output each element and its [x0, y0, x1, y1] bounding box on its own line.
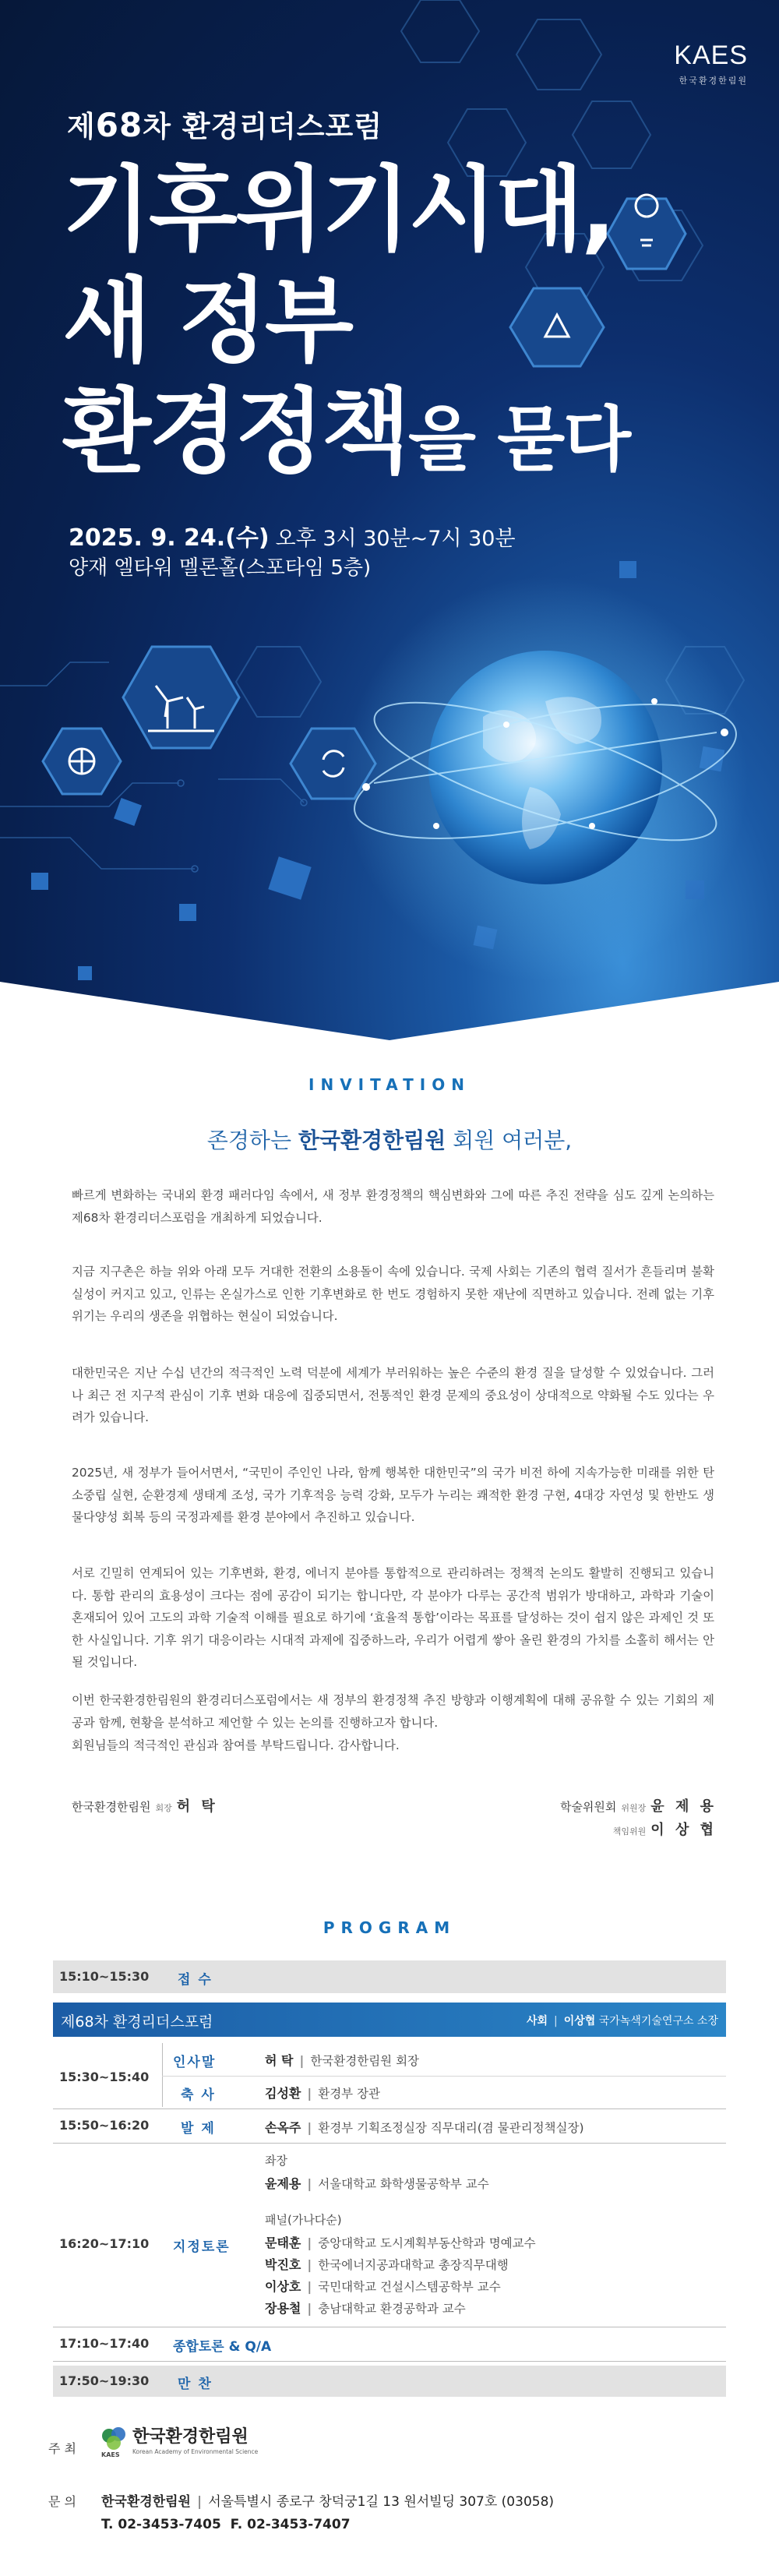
divider	[53, 2108, 726, 2109]
panelist: 문태훈 | 중앙대학교 도시계획부동산학과 명예교수	[265, 2235, 536, 2250]
chair-label: 좌장	[265, 2154, 287, 2168]
congrats-label: 축 사	[181, 2087, 216, 2103]
signature-committee-chair	[560, 1795, 717, 1816]
contact-phone	[101, 2517, 351, 2532]
chair: 윤제용 | 서울대학교 화학생물공학부 교수	[265, 2176, 489, 2191]
panelist: 박진호 | 한국에너지공과대학교 총장직무대행	[265, 2257, 509, 2272]
speaker-aff: 충남대학교 환경공학과 교수	[318, 2302, 466, 2316]
kaes-logo	[674, 41, 748, 86]
opening-time: 15:30~15:40	[59, 2070, 150, 2084]
speaker-aff: 한국에너지공과대학교 총장직무대행	[318, 2258, 509, 2272]
host-logo-abbr: KAES	[101, 2451, 120, 2458]
presenter: 손옥주 | 환경부 기획조정실장 직무대리(겸 물관리정책실장)	[265, 2120, 584, 2135]
paragraph-5: 서로 긴밀히 연계되어 있는 기후변화, 환경, 에너지 분야를 통합적으로 관리하려는 정책적 논의도 활발히 진행되고 있습니다. 통합 관리의 효용성이 크다는 점에 공감이 되기는 합니다만, 각 분야가 다루는 공간적 범위가 방대하고, 과학과 기술이 혼재되어 있어 고도의 과학 기술적 이해를 필요로 하기에 ‘효율적 통합’이라는 목표를 달성하는 것이 쉽지 않은 과제인 것 또한 사실입니다. 기후 위기 대응이라는 시대적 과제에 집중하느라, 우리가 어렵게 쌓아 올린 환경의 가치를 소홀히 해서는 안 될 것입니다.	[72, 1566, 714, 1669]
date-text: 2025. 9. 24.(수)	[69, 524, 270, 552]
tel: T. 02-3453-7405	[101, 2517, 221, 2532]
greet-org: 한국환경한림원	[298, 1127, 446, 1153]
sig-org: 한국환경한림원	[72, 1800, 151, 1814]
speaker-name: 문태훈	[265, 2235, 301, 2250]
speaker-name: 김성환	[265, 2086, 301, 2101]
sig-name: 허 탁	[176, 1798, 218, 1815]
contact-org: 한국환경한림원	[101, 2494, 191, 2510]
main-title-line3	[62, 378, 630, 485]
speaker-aff: 국민대학교 건설시스템공학부 교수	[318, 2280, 501, 2294]
signature-president	[72, 1795, 218, 1816]
fax: F. 02-3453-7407	[230, 2517, 351, 2532]
general-label: 종합토론 & Q/A	[173, 2339, 272, 2355]
discussion-label: 지정토론	[173, 2239, 231, 2255]
moderator-aff: 국가녹색기술연구소 소장	[598, 2015, 718, 2027]
program-forum-header	[53, 2003, 726, 2037]
speaker-aff: 환경부 장관	[318, 2087, 381, 2101]
program-label: PROGRAM	[323, 1918, 456, 1937]
sig-name: 이 상 협	[650, 1822, 717, 1838]
speaker-aff: 한국환경한림원 회장	[310, 2054, 420, 2068]
program-row-registration	[53, 1960, 726, 1993]
host-logo-en: Korean Academy of Environmental Science	[132, 2448, 259, 2455]
hero-banner	[0, 0, 779, 1048]
greeting-label: 인사말	[173, 2055, 217, 2070]
speaker-name: 허 탁	[265, 2053, 294, 2068]
sig-role: 책임위원	[612, 1826, 647, 1837]
moderator: 사회 | 이상협 국가녹색기술연구소 소장	[526, 2015, 718, 2027]
speaker-aff: 중앙대학교 도시계획부동산학과 명예교수	[318, 2236, 536, 2250]
recycle-hex	[510, 288, 604, 366]
paragraph-2: 지금 지구촌은 하늘 위와 아래 모두 거대한 전환의 소용돌이 속에 있습니다. 국제 사회는 기존의 협력 질서가 흔들리며 불확실성이 커지고 있고, 인류는 온실가스로 인한 기후변화로 한 번도 경험하지 못한 재난에 직면하고 있습니다. 전례 없는 기후 위기는 우리의 생존을 위협하는 현실이 되었습니다.	[72, 1265, 714, 1323]
sig-org: 학술위원회	[559, 1800, 617, 1814]
program-row-dinner	[53, 2366, 726, 2397]
greeting-speaker: 허 탁 | 한국환경한림원 회장	[265, 2053, 420, 2068]
host-logo	[98, 2422, 285, 2461]
contact-address: 한국환경한림원 | 서울특별시 종로구 창덕궁1길 13 원서빌딩 307호 (03058)	[101, 2494, 555, 2510]
greeting	[0, 1124, 779, 1155]
greet-pre: 존경하는	[206, 1127, 291, 1153]
paragraph-3: 대한민국은 지난 수십 년간의 적극적인 노력 덕분에 세계가 부러워하는 높은 수준의 환경 질을 달성할 수 있었습니다. 그러나 최근 전 지구적 관심이 기후 변화 대응에 집중되면서, 전통적인 환경 문제의 중요성이 상대적으로 약화될 수도 있다는 우려가 있습니다.	[72, 1366, 714, 1424]
logo-name: KAES	[674, 41, 748, 70]
contact-label: 문 의	[48, 2494, 76, 2509]
discussion-time: 16:20~17:10	[59, 2236, 150, 2251]
signature-committee-member	[608, 1819, 717, 1839]
sig-role: 위원장	[621, 1803, 647, 1813]
congrats-speaker: 김성환 | 환경부 장관	[265, 2086, 381, 2101]
forum-prefix: 제	[67, 110, 96, 143]
time: 15:10~15:30	[59, 1969, 150, 1984]
host-label: 주 최	[48, 2441, 76, 2456]
divider	[162, 2076, 726, 2077]
time-text: 오후 3시 30분~7시 30분	[275, 527, 516, 551]
time: 17:50~19:30	[59, 2373, 150, 2388]
contact-addr: 서울특별시 종로구 창덕궁1길 13 원서빌딩 307호 (03058)	[208, 2494, 555, 2510]
event-date	[69, 518, 516, 552]
paragraph-4: 2025년, 새 정부가 들어서면서, “국민이 주인인 나라, 함께 행복한 대한민국”의 국가 비전 하에 지속가능한 미래를 위한 탄소중립 실현, 순환경제 생태계 조성, 국가 기후적응 능력 강화, 모두가 누리는 쾌적한 환경 구현, 4대강 자연성 및 한반도 생물다양성 회복 등의 국정과제를 환경 분야에서 추진하고 있습니다.	[72, 1466, 714, 1524]
divider	[53, 2143, 726, 2144]
label: 접 수	[178, 1972, 213, 1988]
speaker-name: 손옥주	[265, 2120, 301, 2135]
title-line3-tail: 을 묻다	[407, 399, 630, 481]
presentation-time: 15:50~16:20	[59, 2118, 150, 2133]
bulb-hex	[608, 199, 686, 269]
panel-label: 패널(가나다순)	[265, 2213, 342, 2227]
forum-number: 68	[95, 106, 143, 144]
invitation-label: INVITATION	[308, 1075, 471, 1094]
label: 만 찬	[178, 2377, 213, 2392]
main-title-line1: 기후위기시대,	[62, 156, 614, 263]
sig-name: 윤 제 용	[650, 1798, 717, 1815]
speaker-name: 박진호	[265, 2257, 301, 2272]
panelist: 장용철 | 충남대학교 환경공학과 교수	[265, 2301, 466, 2316]
divider	[53, 2361, 726, 2362]
panelist: 이상호 | 국민대학교 건설시스템공학부 교수	[265, 2279, 501, 2294]
paragraph-6: 이번 한국환경한림원의 환경리더스포럼에서는 새 정부의 환경정책 추진 방향과 이행계획에 대해 공유할 수 있는 기회의 제공과 함께, 현황을 분석하고 제언할 수 있는 논의를 진행하고자 합니다.	[72, 1693, 714, 1730]
greet-post: 회원 여러분,	[453, 1127, 573, 1153]
moderator-name: 이상협	[563, 2015, 596, 2027]
paragraph-1: 빠르게 변화하는 국내외 환경 패러다임 속에서, 새 정부 환경정책의 핵심변화와 그에 따른 추진 전략을 심도 깊게 논의하는 제68차 환경리더스포럼을 개최하게 되었습니다.	[72, 1188, 714, 1225]
forum-title	[67, 103, 382, 145]
logo-org-ko: 한국환경한림원	[679, 76, 748, 86]
speaker-name: 장용철	[265, 2301, 301, 2316]
speaker-aff: 서울대학교 화학생물공학부 교수	[318, 2177, 489, 2191]
forum-title: 제68차 환경리더스포럼	[61, 2013, 213, 2031]
host-logo-mark-icon	[98, 2423, 129, 2454]
speaker-name: 이상호	[265, 2279, 301, 2294]
speaker-name: 윤제용	[265, 2176, 301, 2191]
sig-role: 회장	[155, 1803, 172, 1813]
divider	[162, 2043, 163, 2107]
paragraph-7: 회원님들의 적극적인 관심과 참여를 부탁드립니다. 감사합니다.	[72, 1738, 400, 1752]
main-title-line2: 새 정부	[62, 267, 352, 375]
moderator-label: 사회	[526, 2015, 548, 2027]
speaker-aff: 환경부 기획조정실장 직무대리(겸 물관리정책실장)	[318, 2121, 584, 2135]
host-logo-ko: 한국환경한림원	[132, 2427, 249, 2447]
event-venue: 양재 엘타워 멜론홀(스포타임 5층)	[69, 556, 372, 580]
forum-suffix: 차 환경리더스포럼	[143, 110, 383, 143]
general-time: 17:10~17:40	[59, 2336, 150, 2351]
presentation-label: 발 제	[181, 2121, 216, 2137]
title-line3-main: 환경정책	[62, 378, 408, 485]
